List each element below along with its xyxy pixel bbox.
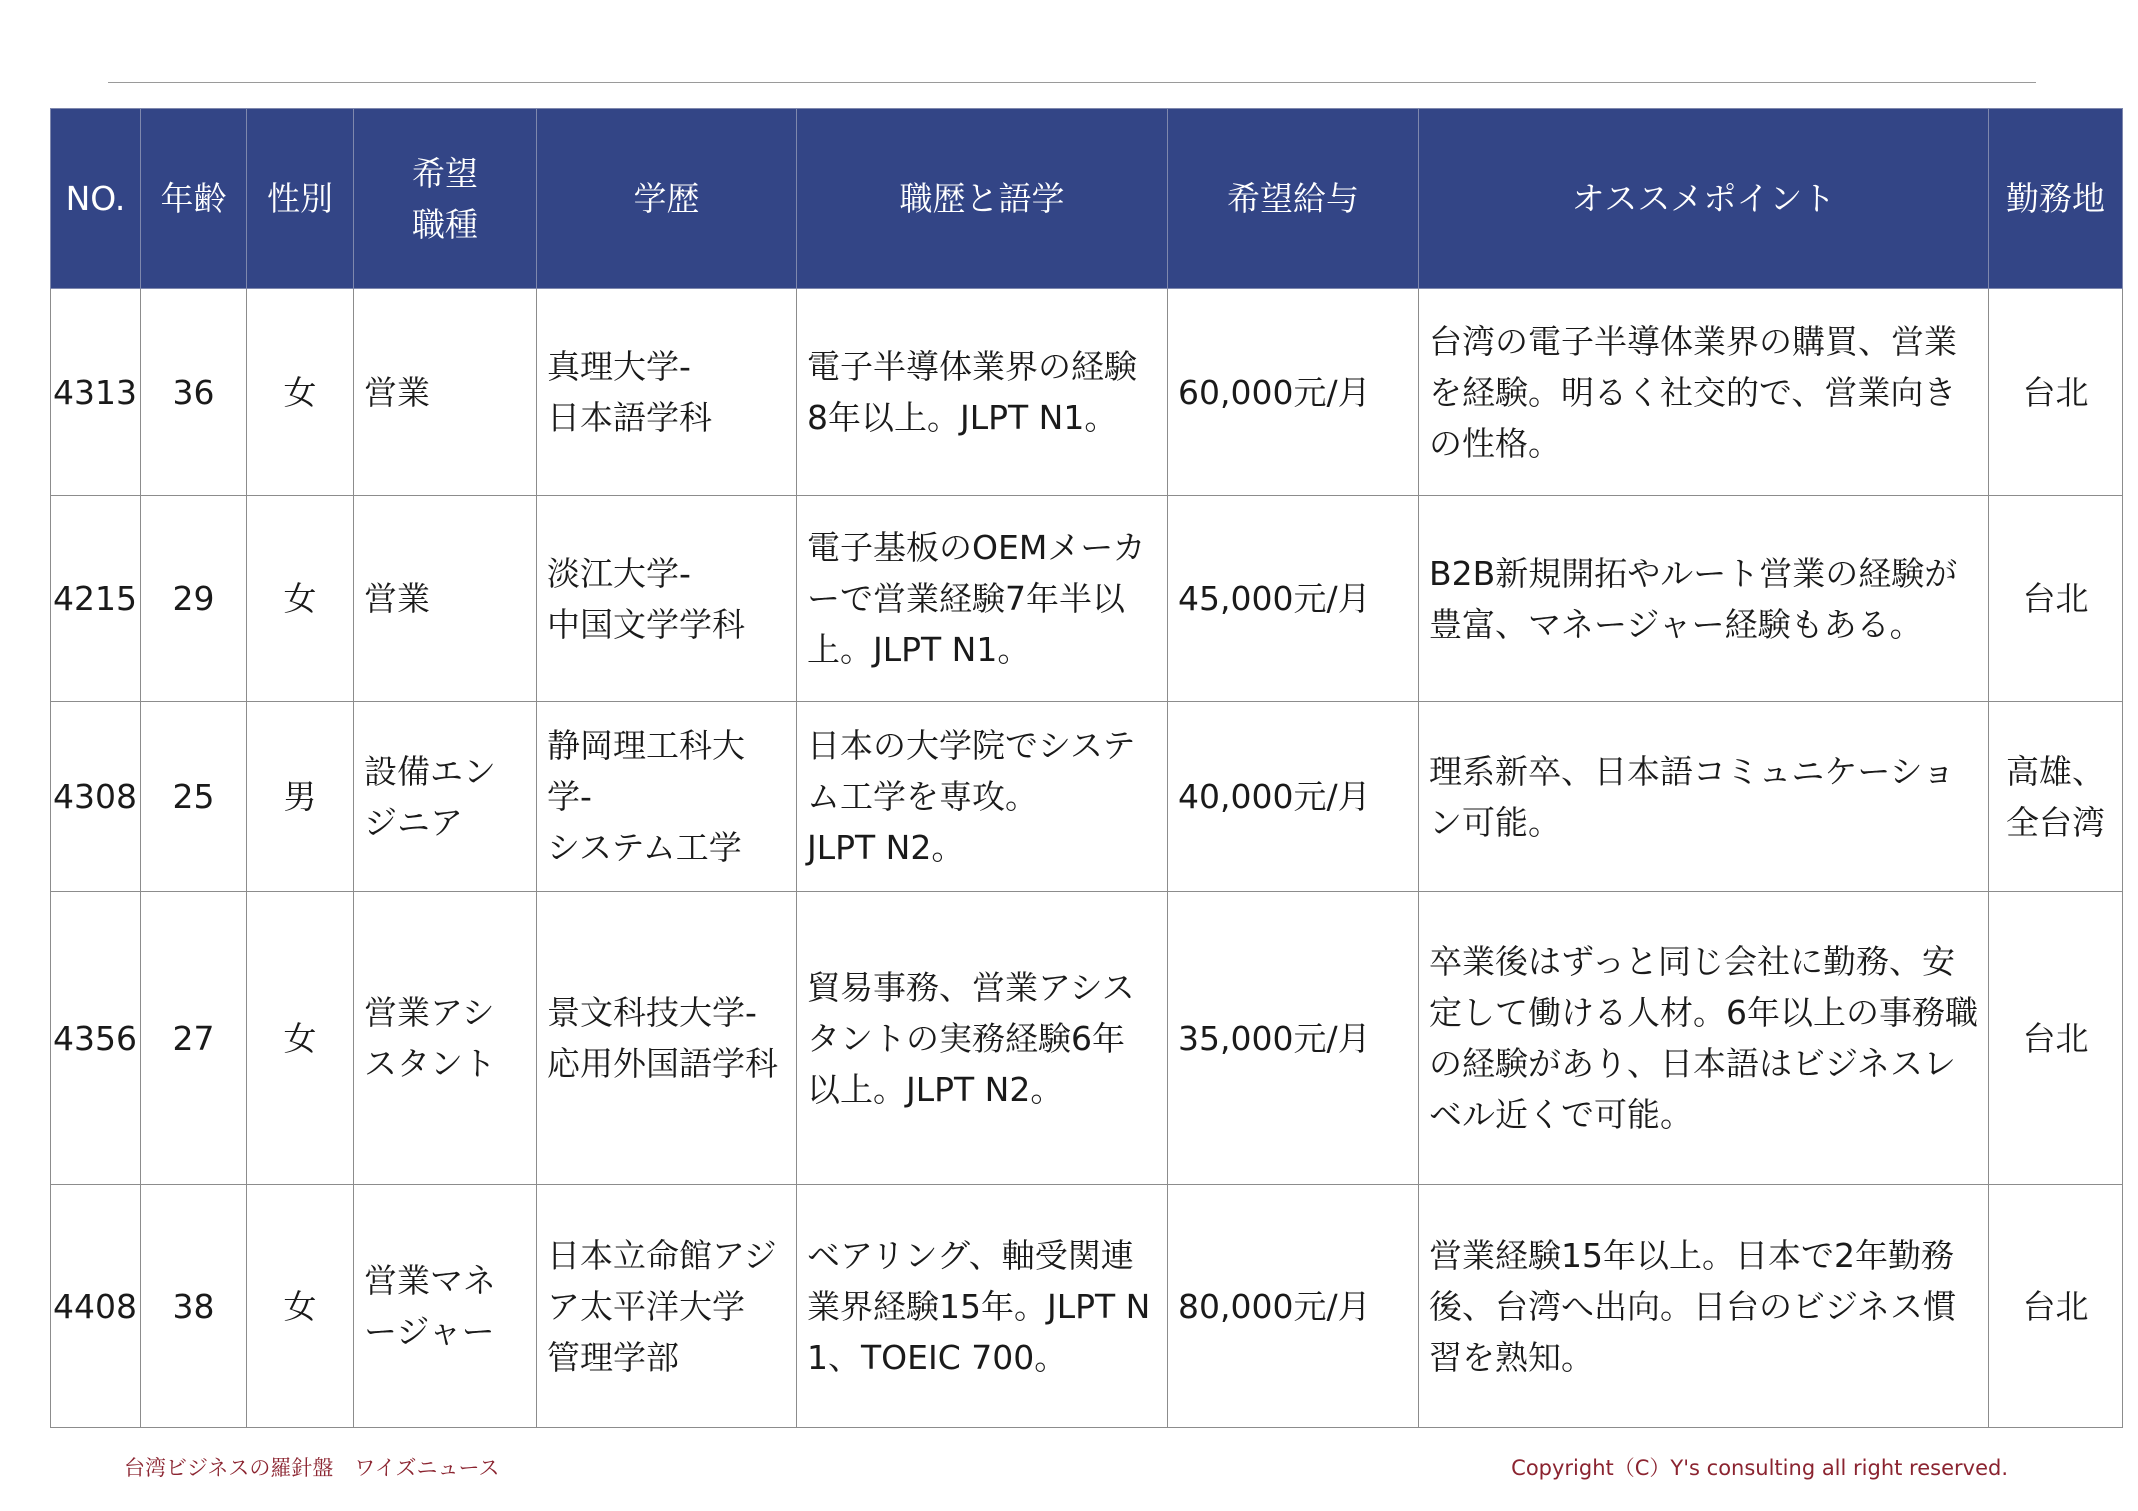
footer-copyright: Copyright（C）Y's consulting all right reserved. — [1511, 1456, 2008, 1480]
cell-job: 営業アシスタント — [354, 892, 537, 1185]
cell-career: 貿易事務、営業アシスタントの実務経験6年以上。JLPT N2。 — [797, 892, 1168, 1185]
cell-location: 台北 — [1989, 1185, 2123, 1428]
cell-salary: 40,000元/月 — [1168, 702, 1419, 892]
header-gender: 性別 — [247, 109, 354, 289]
header-age: 年齢 — [141, 109, 247, 289]
cell-point: 台湾の電子半導体業界の購買、営業を経験。明るく社交的で、営業向きの性格。 — [1419, 289, 1989, 496]
table-row — [51, 496, 2123, 702]
cell-job: 営業マネージャー — [354, 1185, 537, 1428]
cell-age: 38 — [141, 1185, 247, 1428]
cell-salary: 80,000元/月 — [1168, 1185, 1419, 1428]
header-desired-job-line1: 希望 — [412, 153, 478, 193]
cell-age: 25 — [141, 702, 247, 892]
header-work-location: 勤務地 — [1989, 109, 2123, 289]
cell-career: 日本の大学院でシステム工学を専攻。 JLPT N2。 — [797, 702, 1168, 892]
cell-education: 静岡理工科大学- システム工学 — [537, 702, 797, 892]
cell-gender: 女 — [247, 496, 354, 702]
cell-education: 日本立命館アジア太平洋大学 管理学部 — [537, 1185, 797, 1428]
cell-job: 営業 — [354, 496, 537, 702]
cell-point: B2B新規開拓やルート営業の経験が豊富、マネージャー経験もある。 — [1419, 496, 1989, 702]
cell-job: 営業 — [354, 289, 537, 496]
candidate-table — [50, 108, 2123, 1428]
header-education: 学歴 — [537, 109, 797, 289]
cell-education: 淡江大学- 中国文学学科 — [537, 496, 797, 702]
cell-age: 27 — [141, 892, 247, 1185]
cell-location: 台北 — [1989, 496, 2123, 702]
header-row — [51, 109, 2123, 289]
cell-salary: 60,000元/月 — [1168, 289, 1419, 496]
cell-point: 理系新卒、日本語コミュニケーション可能。 — [1419, 702, 1989, 892]
cell-career: ベアリング、軸受関連業界経験15年。JLPT N1、TOEIC 700。 — [797, 1185, 1168, 1428]
table-row — [51, 702, 2123, 892]
header-desired-salary: 希望給与 — [1168, 109, 1419, 289]
header-career-language: 職歴と語学 — [797, 109, 1168, 289]
header-desired-job-line2: 職種 — [412, 204, 478, 244]
cell-no: 4408 — [51, 1185, 141, 1428]
cell-location: 台北 — [1989, 892, 2123, 1185]
cell-gender: 男 — [247, 702, 354, 892]
top-divider — [108, 82, 2036, 83]
cell-salary: 45,000元/月 — [1168, 496, 1419, 702]
table-row — [51, 289, 2123, 496]
table-body — [51, 289, 2123, 1428]
cell-education: 景文科技大学- 応用外国語学科 — [537, 892, 797, 1185]
cell-age: 29 — [141, 496, 247, 702]
header-no: NO. — [51, 109, 141, 289]
cell-gender: 女 — [247, 892, 354, 1185]
cell-career: 電子半導体業界の経験 8年以上。JLPT N1。 — [797, 289, 1168, 496]
cell-point: 営業経験15年以上。日本で2年勤務後、台湾へ出向。日台のビジネス慣習を熟知。 — [1419, 1185, 1989, 1428]
cell-job: 設備エンジニア — [354, 702, 537, 892]
footer-publication: 台湾ビジネスの羅針盤 ワイズニュース — [124, 1456, 500, 1480]
cell-salary: 35,000元/月 — [1168, 892, 1419, 1185]
table-row — [51, 1185, 2123, 1428]
table-header — [51, 109, 2123, 289]
cell-no: 4215 — [51, 496, 141, 702]
cell-no: 4356 — [51, 892, 141, 1185]
cell-gender: 女 — [247, 289, 354, 496]
cell-no: 4313 — [51, 289, 141, 496]
header-desired-job — [354, 109, 537, 289]
cell-age: 36 — [141, 289, 247, 496]
cell-point: 卒業後はずっと同じ会社に勤務、安定して働ける人材。6年以上の事務職の経験があり、日本語はビジネスレベル近くで可能。 — [1419, 892, 1989, 1185]
cell-location: 台北 — [1989, 289, 2123, 496]
cell-education: 真理大学- 日本語学科 — [537, 289, 797, 496]
cell-gender: 女 — [247, 1185, 354, 1428]
cell-location: 高雄、 全台湾 — [1989, 702, 2123, 892]
cell-no: 4308 — [51, 702, 141, 892]
header-recommend-point: オススメポイント — [1419, 109, 1989, 289]
cell-career: 電子基板のOEMメーカーで営業経験7年半以上。JLPT N1。 — [797, 496, 1168, 702]
table-row — [51, 892, 2123, 1185]
